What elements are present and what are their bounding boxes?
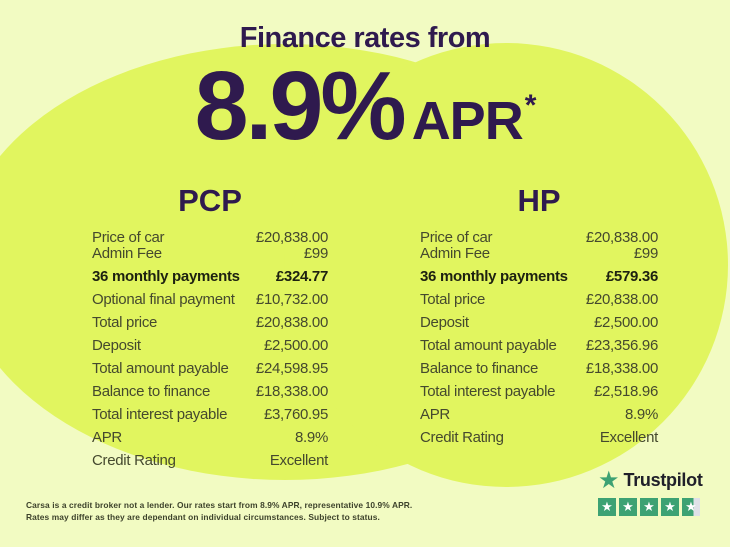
table-row (420, 338, 658, 354)
table-row (92, 315, 328, 331)
table-row (92, 338, 328, 354)
row-label: Price of car (92, 229, 165, 246)
star-icon: ★ (685, 499, 697, 515)
table-row (420, 269, 658, 285)
pcp-table (92, 230, 328, 469)
rate-suffix (411, 89, 536, 157)
table-row (420, 292, 658, 308)
disclaimer-text (26, 500, 412, 523)
star-icon: ★ (643, 499, 655, 515)
row-value: £3,760.95 (263, 406, 328, 423)
row-label: Total price (92, 314, 158, 331)
row-value: £20,838.00 (585, 229, 658, 246)
table-row (92, 292, 328, 308)
row-value: £24,598.95 (255, 360, 328, 377)
row-label: Deposit (92, 337, 141, 354)
rate-display (0, 51, 730, 160)
table-row (92, 407, 328, 423)
rate-asterisk: * (524, 89, 536, 122)
trustpilot-star-box-partial (682, 498, 700, 516)
row-label: Admin Fee (420, 245, 490, 262)
table-row (420, 246, 658, 262)
row-value: £2,518.96 (593, 383, 658, 400)
star-icon: ★ (664, 499, 676, 515)
rate-suffix-label: APR (411, 91, 523, 151)
trustpilot-rating-stars (598, 498, 703, 516)
table-row (92, 453, 328, 469)
disclaimer-line-1: Carsa is a credit broker not a lender. Our rates start from 8.9% APR, representative 10.9% APR. (26, 500, 413, 510)
hp-column (420, 183, 658, 446)
row-label: Total interest payable (92, 406, 228, 423)
table-row (92, 361, 328, 377)
row-value: £99 (303, 245, 328, 262)
row-label: Total price (420, 291, 486, 308)
row-label: 36 monthly payments (420, 268, 568, 285)
row-label: Admin Fee (92, 245, 162, 262)
row-label: Price of car (420, 229, 493, 246)
trustpilot-star-icon: ★ (598, 466, 620, 494)
trustpilot-logo (598, 468, 703, 492)
table-row (420, 430, 658, 446)
row-value: £324.77 (275, 268, 328, 285)
pcp-column (92, 183, 328, 469)
table-row (420, 384, 658, 400)
disclaimer-line-2: Rates may differ as they are dependant on individual circumstances. Subject to status. (26, 511, 380, 522)
table-row (92, 230, 328, 246)
table-row (92, 384, 328, 400)
row-value: £10,732.00 (255, 291, 328, 308)
trustpilot-wordmark: Trustpilot (623, 469, 703, 490)
row-value: £99 (633, 245, 658, 262)
trustpilot-star-box (619, 498, 637, 516)
trustpilot-star-box (598, 498, 616, 516)
row-label: Total amount payable (92, 360, 229, 377)
row-value: Excellent (269, 452, 328, 469)
banner-title: Finance rates from (239, 22, 491, 54)
row-value: £2,500.00 (263, 337, 328, 354)
hp-table (420, 230, 658, 446)
row-label: Deposit (420, 314, 469, 331)
table-row (92, 430, 328, 446)
row-label: 36 monthly payments (92, 268, 240, 285)
row-value: £20,838.00 (255, 314, 328, 331)
row-value: £23,356.96 (585, 337, 658, 354)
row-value: £579.36 (605, 268, 658, 285)
star-icon: ★ (601, 499, 613, 515)
row-label: Balance to finance (92, 383, 211, 400)
pcp-column-title: PCP (178, 183, 242, 218)
row-label: Optional final payment (92, 291, 235, 308)
trustpilot-badge (598, 468, 703, 516)
trustpilot-star-box (640, 498, 658, 516)
table-row (420, 315, 658, 331)
row-label: Credit Rating (420, 429, 504, 446)
row-value: £18,338.00 (255, 383, 328, 400)
row-value: Excellent (599, 429, 658, 446)
table-row (92, 246, 328, 262)
row-label: APR (420, 406, 450, 423)
table-row (420, 361, 658, 377)
row-value: 8.9% (625, 406, 658, 423)
row-value: £2,500.00 (593, 314, 658, 331)
row-value: 8.9% (295, 429, 328, 446)
row-value: £20,838.00 (255, 229, 328, 246)
row-label: Total interest payable (420, 383, 556, 400)
row-label: Credit Rating (92, 452, 176, 469)
trustpilot-star-box (661, 498, 679, 516)
hp-column-title: HP (517, 183, 561, 218)
row-value: £18,338.00 (585, 360, 658, 377)
row-label: Total amount payable (420, 337, 557, 354)
table-row (92, 269, 328, 285)
row-label: Balance to finance (420, 360, 539, 377)
star-icon: ★ (622, 499, 634, 515)
table-row (420, 230, 658, 246)
rate-value: 8.9% (194, 51, 404, 160)
row-value: £20,838.00 (585, 291, 658, 308)
row-label: APR (92, 429, 122, 446)
table-row (420, 407, 658, 423)
